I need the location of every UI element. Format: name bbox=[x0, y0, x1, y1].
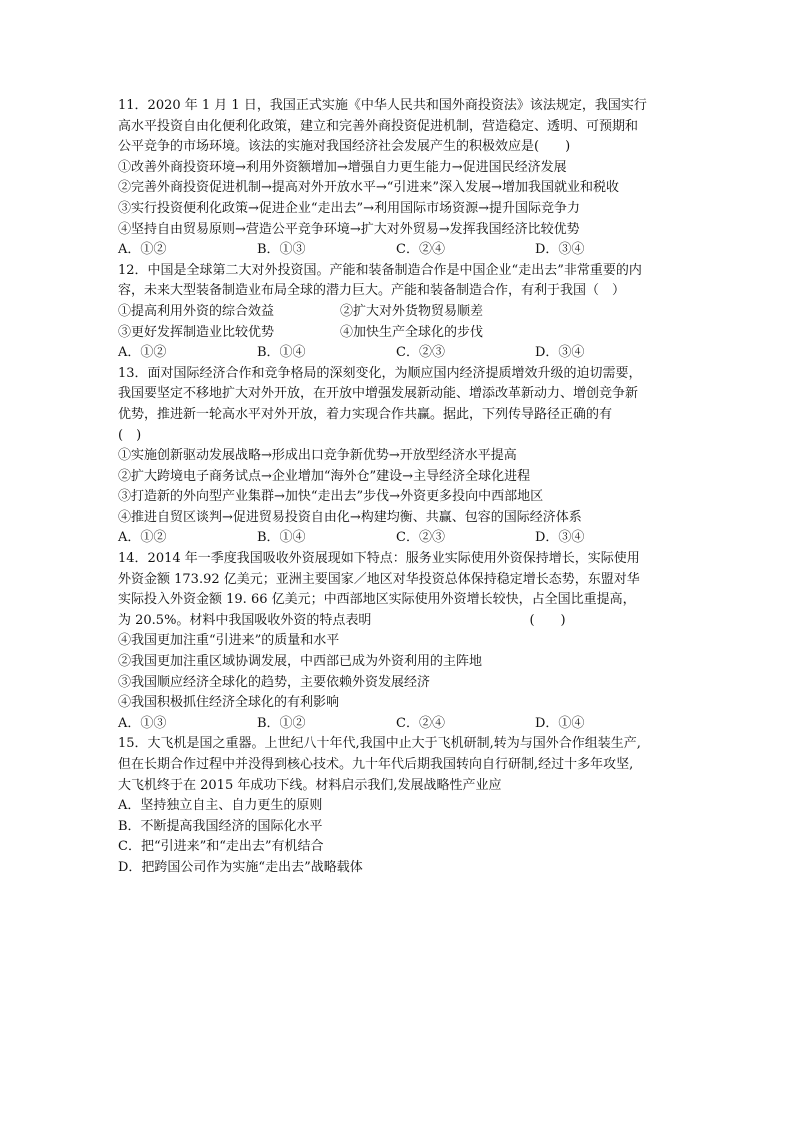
statement-item: ②扩大对外货物贸易顺差 bbox=[340, 303, 484, 319]
answer-options bbox=[118, 528, 678, 549]
statement-item: ③打造新的外向型产业集群→加快“走出去”步伐→外资更多投向中西部地区 bbox=[118, 489, 544, 505]
question-stem-line: 15．大飞机是国之重器。上世纪八十年代,我国中止大于飞机研制,转为与国外合作组装生产, bbox=[118, 736, 641, 752]
question-stem-line: 11．2020 年 1 月 1 日，我国正式实施《中华人民共和国外商投资法》该法规定，我国实行 bbox=[118, 98, 647, 113]
option-c: C．②③ bbox=[396, 530, 445, 546]
answer-options bbox=[118, 343, 678, 364]
question-stem-line: 高水平投资自由化便利化政策，建立和完善外商投资促进机制，营造稳定、透明、可预期和 bbox=[118, 118, 639, 134]
option-b: B．①③ bbox=[257, 242, 306, 258]
option-a: A．①② bbox=[118, 345, 167, 361]
statement-item: ③我国顺应经济全球化的趋势，主要依赖外资发展经济 bbox=[118, 674, 431, 690]
question-stem-line: 外资金额 173.92 亿美元；亚洲主要国家／地区对华投资总体保持稳定增长态势，东盟对华 bbox=[118, 571, 640, 587]
option-d: D．把跨国公司作为实施“走出去”战略载体 bbox=[118, 859, 363, 875]
option-b: B．①④ bbox=[257, 345, 306, 361]
option-d: D．③④ bbox=[535, 530, 585, 546]
question-stem-text: 为 20.5%。材料中我国吸收外资的特点表明 bbox=[118, 612, 372, 628]
question-stem-line: 12．中国是全球第二大对外投资国。产能和装备制造合作是中国企业“走出去”非常重要的内 bbox=[118, 262, 642, 278]
statement-item: ④我国更加注重“引进来”的质量和水平 bbox=[118, 633, 340, 649]
question-stem-line: ( ) bbox=[118, 427, 142, 443]
option-c: C．把“引进来”和“走出去”有机结合 bbox=[118, 839, 324, 855]
statement-item: ②扩大跨境电子商务试点→企业增加“海外仓”建设→主导经济全球化进程 bbox=[118, 468, 531, 484]
statement-item: ②我国更加注重区域协调发展，中西部已成为外资利用的主阵地 bbox=[118, 654, 483, 670]
question-stem-line: 我国要坚定不移地扩大对外开放，在开放中增强发展新动能、增添改革新动力、增创竞争新 bbox=[118, 386, 639, 402]
option-d: D．①④ bbox=[535, 715, 585, 731]
statement-item: ③更好发挥制造业比较优势 bbox=[118, 324, 275, 340]
option-c: C．②④ bbox=[396, 715, 445, 731]
statement-item: ①提高利用外资的综合效益 bbox=[118, 303, 275, 319]
answer-options bbox=[118, 240, 678, 261]
option-b: B．①② bbox=[257, 715, 306, 731]
question-stem-line: 实际投入外资金额 19. 66 亿美元；中西部地区实际使用外资增长较快，占全国比重提高， bbox=[118, 592, 636, 608]
statement-item: ②完善外商投资促进机制→提高对外开放水平→“引进来”深入发展→增加我国就业和税收 bbox=[118, 180, 619, 196]
option-b: B．①④ bbox=[257, 530, 306, 546]
statement-item: ①改善外商投资环境→利用外资额增加→增强自力更生能力→促进国民经济发展 bbox=[118, 159, 567, 175]
option-a: A．①② bbox=[118, 530, 167, 546]
option-d: D．③④ bbox=[535, 345, 585, 361]
statement-item: ④推进自贸区谈判→促进贸易投资自由化→构建均衡、共赢、包容的国际经济体系 bbox=[118, 509, 582, 525]
statement-item: ④坚持自由贸易原则→营造公平竞争环境→扩大对外贸易→发挥我国经济比较优势 bbox=[118, 221, 580, 237]
option-a: A．①③ bbox=[118, 715, 167, 731]
statement-item: ④我国积极抓住经济全球化的有利影响 bbox=[118, 695, 340, 711]
question-stem-line: 14．2014 年一季度我国吸收外资展现如下特点：服务业实际使用外资保持增长，实际使用 bbox=[118, 551, 640, 567]
option-b: B．不断提高我国经济的国际化水平 bbox=[118, 818, 323, 834]
question-13 bbox=[118, 364, 678, 549]
answer-options bbox=[118, 714, 678, 735]
option-a: A．坚持独立自主、自力更生的原则 bbox=[118, 798, 323, 814]
statement-item: ④加快生产全球化的步伐 bbox=[340, 324, 484, 340]
question-stem-line: 公平竞争的市场环境。该法的实施对我国经济社会发展产生的积极效应是( ) bbox=[118, 139, 571, 155]
question-stem-line: 13．面对国际经济合作和竞争格局的深刻变化，为顺应国内经济提质增效升级的迫切需要， bbox=[118, 365, 642, 381]
question-12 bbox=[118, 261, 678, 364]
question-15 bbox=[118, 734, 678, 878]
statement-pair bbox=[118, 302, 678, 323]
option-a: A．①② bbox=[118, 242, 167, 258]
statement-pair bbox=[118, 323, 678, 344]
question-stem-line: 容，未来大型装备制造业布局全球的潜力巨大。产能和装备制造合作，有利于我国（ ） bbox=[118, 283, 626, 299]
exam-page bbox=[118, 96, 678, 879]
answer-blank: ( ) bbox=[529, 612, 566, 628]
statement-item: ①实施创新驱动发展战略→形成出口竞争新优势→开放型经济水平提高 bbox=[118, 448, 517, 464]
question-14 bbox=[118, 549, 678, 734]
question-stem-line: 但在长期合作过程中并没得到核心技术。九十年代后期我国转向自行研制,经过十多年攻坚, bbox=[118, 757, 634, 772]
question-stem-line bbox=[118, 611, 678, 632]
option-c: C．②③ bbox=[396, 345, 445, 361]
option-c: C．②④ bbox=[396, 242, 445, 258]
statement-item: ③实行投资便利化政策→促进企业“走出去”→利用国际市场资源→提升国际竞争力 bbox=[118, 200, 580, 216]
question-11 bbox=[118, 96, 678, 261]
option-d: D．③④ bbox=[535, 242, 585, 258]
question-stem-line: 优势，推进新一轮高水平对外开放，着力实现合作共赢。据此，下列传导路径正确的有 bbox=[118, 406, 613, 422]
question-stem-line: 大飞机终于在 2015 年成功下线。材料启示我们,发展战略性产业应 bbox=[118, 777, 502, 793]
